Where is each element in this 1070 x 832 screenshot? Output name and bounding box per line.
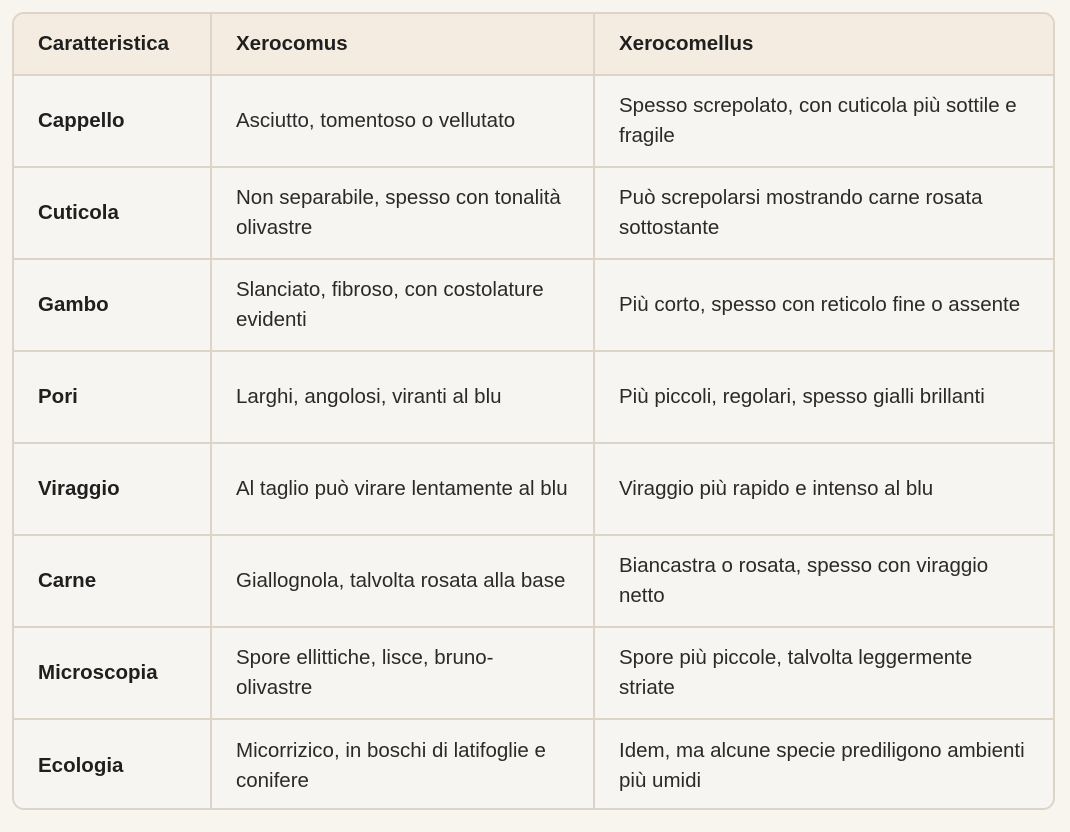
feature-cell: Cuticola — [14, 167, 211, 259]
xerocomus-cell: Non separabile, spesso con tonalità olivastre — [211, 167, 594, 259]
xerocomellus-cell: Più piccoli, regolari, spesso gialli brillanti — [594, 351, 1053, 443]
xerocomus-cell: Spore ellittiche, lisce, bruno-olivastre — [211, 627, 594, 719]
table-row — [14, 627, 1053, 719]
table-row — [14, 719, 1053, 810]
feature-cell: Cappello — [14, 75, 211, 167]
feature-cell: Viraggio — [14, 443, 211, 535]
feature-cell: Carne — [14, 535, 211, 627]
header-feature: Caratteristica — [14, 14, 211, 75]
table-row — [14, 167, 1053, 259]
feature-cell: Gambo — [14, 259, 211, 351]
xerocomus-cell: Larghi, angolosi, viranti al blu — [211, 351, 594, 443]
table-header — [14, 14, 1053, 75]
table-row — [14, 535, 1053, 627]
xerocomus-cell: Micorrizico, in boschi di latifoglie e conifere — [211, 719, 594, 810]
xerocomus-cell: Al taglio può virare lentamente al blu — [211, 443, 594, 535]
xerocomellus-cell: Spore più piccole, talvolta leggermente striate — [594, 627, 1053, 719]
xerocomus-cell: Giallognola, talvolta rosata alla base — [211, 535, 594, 627]
xerocomellus-cell: Idem, ma alcune specie prediligono ambienti più umidi — [619, 738, 1025, 792]
table-body — [14, 75, 1053, 810]
table-row — [14, 443, 1053, 535]
table-row — [14, 259, 1053, 351]
table-row — [14, 75, 1053, 167]
xerocomellus-cell: Può screpolarsi mostrando carne rosata sottostante — [594, 167, 1053, 259]
feature-cell: Ecologia — [14, 719, 211, 810]
table-row — [14, 351, 1053, 443]
xerocomellus-cell: Viraggio più rapido e intenso al blu — [594, 443, 1053, 535]
header-row — [14, 14, 1053, 75]
comparison-table-container — [12, 12, 1055, 810]
xerocomus-cell: Asciutto, tomentoso o vellutato — [211, 75, 594, 167]
comparison-table — [14, 14, 1053, 810]
feature-cell: Pori — [14, 351, 211, 443]
xerocomus-cell: Slanciato, fibroso, con costolature evidenti — [211, 259, 594, 351]
header-xerocomus: Xerocomus — [211, 14, 594, 75]
xerocomellus-cell: Biancastra o rosata, spesso con viraggio netto — [594, 535, 1053, 627]
xerocomellus-cell: Più corto, spesso con reticolo fine o assente — [594, 259, 1053, 351]
xerocomellus-cell: Spesso screpolato, con cuticola più sottile e fragile — [594, 75, 1053, 167]
feature-cell: Microscopia — [14, 627, 211, 719]
header-xerocomellus: Xerocomellus — [594, 14, 1053, 75]
